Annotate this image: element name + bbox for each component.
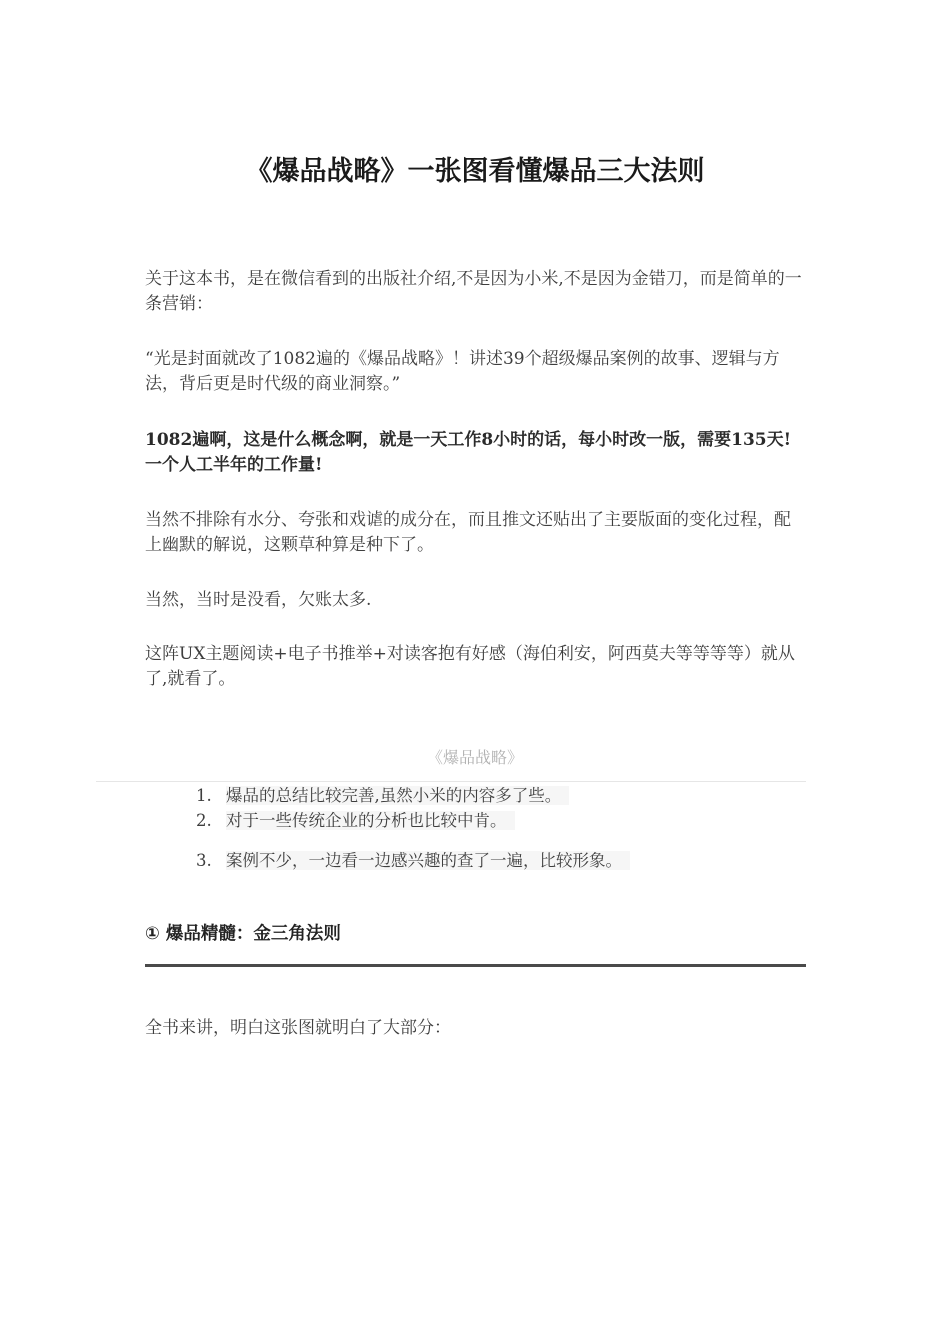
list-number: 3. <box>196 851 212 870</box>
list-item <box>196 809 515 833</box>
paragraph-emphasis: 1082遍啊，这是什么概念啊，就是一天工作8小时的话，每小时改一版，需要135天!一个人工半年的工作量! <box>145 430 792 475</box>
page-title: 《爆品战略》一张图看懂爆品三大法则 <box>245 156 705 187</box>
list-item <box>196 784 569 808</box>
paragraph-closing: 全书来讲，明白这张图就明白了大部分： <box>145 1018 451 1038</box>
paragraph-remark: 当然不排除有水分、夸张和戏谑的成分在，而且推文还贴出了主要版面的变化过程，配上幽默的解说，这颗草种算是种下了。 <box>145 510 791 555</box>
list-text: 案例不少，一边看一边感兴趣的查了一遍，比较形象。 <box>226 851 630 870</box>
list-item <box>196 849 630 873</box>
list-number: 2. <box>196 811 212 830</box>
list-number: 1. <box>196 786 212 805</box>
image-caption: 《爆品战略》 <box>426 748 523 767</box>
paragraph-short: 当然，当时是没看，欠账太多. <box>145 590 372 610</box>
paragraph-intro: 关于这本书，是在微信看到的出版社介绍,不是因为小米,不是因为金错刀，而是简单的一条营销： <box>145 269 802 314</box>
section-divider <box>145 964 806 967</box>
list-text: 对于一些传统企业的分析也比较中肯。 <box>226 811 515 830</box>
section-heading: ① 爆品精髓：金三角法则 <box>145 924 341 944</box>
paragraph-quote: “光是封面就改了1082遍的《爆品战略》！讲述39个超级爆品案例的故事、逻辑与方法，背后更是时代级的商业洞察。” <box>145 349 780 394</box>
list-text: 爆品的总结比较完善,虽然小米的内容多了些。 <box>226 786 569 805</box>
caption-divider <box>96 781 806 782</box>
paragraph-reason: 这阵UX主题阅读+电子书推举+对读客抱有好感（海伯利安，阿西莫夫等等等等）就从了,就看了。 <box>145 644 795 689</box>
